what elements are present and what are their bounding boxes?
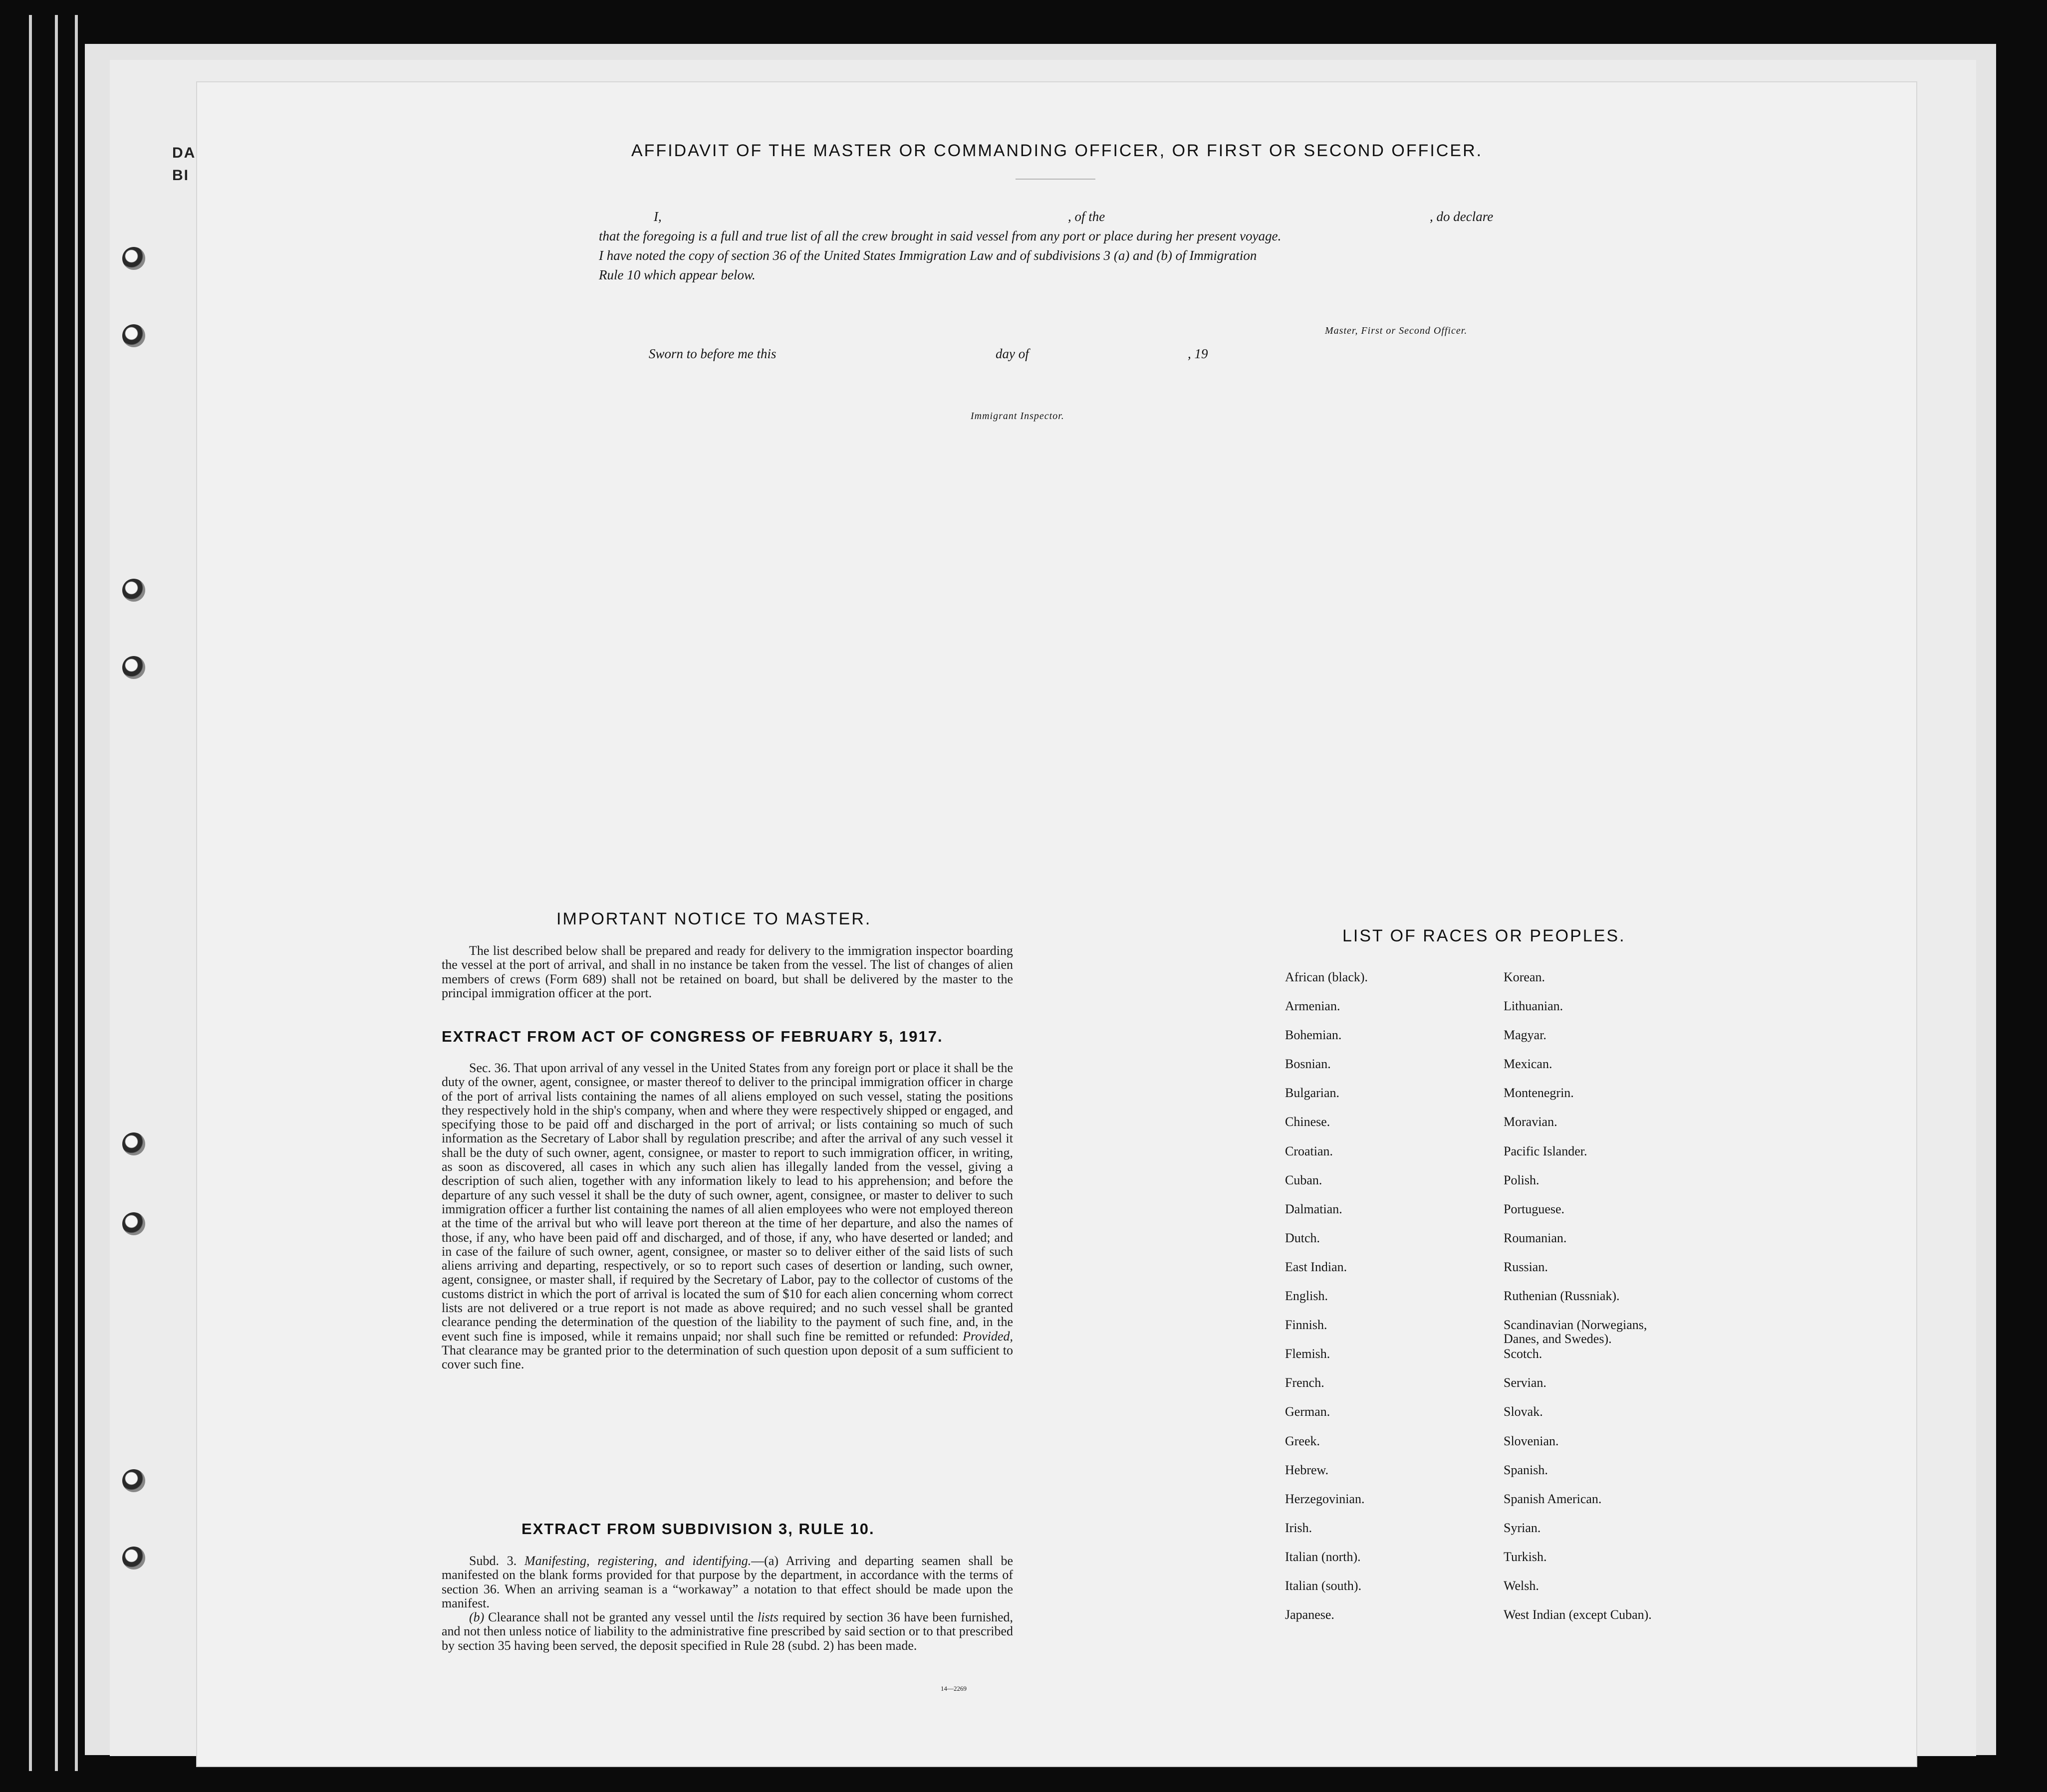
binder-edge: [55, 15, 58, 1771]
race-item: Ruthenian (Russniak).: [1504, 1289, 1620, 1304]
inspector-label: Immigrant Inspector.: [971, 411, 1064, 422]
race-item: Slovenian.: [1504, 1433, 1559, 1448]
affidavit-i-label: I,: [654, 209, 662, 224]
rule-extract-title: EXTRACT FROM SUBDIVISION 3, RULE 10.: [521, 1520, 875, 1538]
title-rule: [1016, 179, 1095, 180]
punch-hole: [122, 1469, 145, 1492]
year-label: , 19: [1188, 346, 1208, 361]
punch-hole: [122, 1132, 145, 1155]
race-item: Scotch.: [1504, 1346, 1542, 1361]
race-item: Bohemian.: [1285, 1028, 1342, 1043]
race-item: Japanese.: [1285, 1607, 1334, 1622]
race-item: Welsh.: [1504, 1578, 1539, 1593]
race-item: Spanish.: [1504, 1462, 1548, 1477]
left-margin-fragment: DA: [172, 145, 196, 161]
race-item: Moravian.: [1504, 1115, 1557, 1129]
sec-label: Sec. 36.: [469, 1061, 511, 1075]
notice-text: [442, 944, 1013, 1000]
race-item: Syrian.: [1504, 1520, 1541, 1535]
race-item: Italian (south).: [1285, 1578, 1362, 1593]
race-item: German.: [1285, 1404, 1330, 1419]
races-title: LIST OF RACES OR PEOPLES.: [1342, 926, 1626, 945]
race-item: Bosnian.: [1285, 1057, 1331, 1072]
form-number: 14—2269: [941, 1685, 967, 1692]
subd-title: Manifesting, registering, and identifying.: [524, 1554, 752, 1568]
race-item: Dutch.: [1285, 1230, 1320, 1245]
punch-hole: [122, 247, 145, 270]
race-item: Italian (north).: [1285, 1549, 1361, 1564]
provided-label: Provided,: [963, 1329, 1013, 1344]
punch-hole: [122, 656, 145, 679]
race-item: Korean.: [1504, 970, 1545, 984]
sworn-label: Sworn to before me this: [649, 346, 776, 361]
race-item: Slovak.: [1504, 1404, 1543, 1419]
notice-title: IMPORTANT NOTICE TO MASTER.: [556, 909, 872, 928]
race-item: Cuban.: [1285, 1172, 1322, 1187]
punch-hole: [122, 1212, 145, 1235]
race-item: Servian.: [1504, 1375, 1546, 1390]
race-item: Dalmatian.: [1285, 1201, 1342, 1216]
punch-hole: [122, 1547, 145, 1569]
race-item: Armenian.: [1285, 999, 1340, 1014]
punch-hole: [122, 579, 145, 602]
binder-edge: [29, 15, 32, 1771]
race-item: Scandinavian (Norwegians, Danes, and Swedes).: [1504, 1318, 1647, 1346]
affidavit-line: I have noted the copy of section 36 of the United States Immigration Law and of subdivisions 3 (a) and (b) of Immigration: [599, 248, 1257, 263]
race-item: Lithuanian.: [1504, 999, 1563, 1014]
race-item: Croatian.: [1285, 1143, 1333, 1158]
rule-extract-text: [442, 1554, 1013, 1653]
race-item: West Indian (except Cuban).: [1504, 1607, 1652, 1622]
affidavit-line: Rule 10 which appear below.: [599, 267, 756, 282]
para-a-label: —(a): [751, 1554, 779, 1568]
signature-label: Master, First or Second Officer.: [1325, 325, 1468, 336]
race-item: Hebrew.: [1285, 1462, 1329, 1477]
race-item: Magyar.: [1504, 1028, 1546, 1043]
race-item: Portuguese.: [1504, 1201, 1565, 1216]
day-of-label: day of: [996, 346, 1029, 361]
affidavit-declare-label: , do declare: [1430, 209, 1494, 224]
race-item: Polish.: [1504, 1172, 1539, 1187]
race-item: Chinese.: [1285, 1115, 1330, 1129]
race-item: Spanish American.: [1504, 1491, 1602, 1506]
race-item: Greek.: [1285, 1433, 1320, 1448]
race-item: Russian.: [1504, 1259, 1548, 1274]
act-paragraph: That upon arrival of any vessel in the United States from any foreign port or place it shall be the duty of the owner, agent, consignee, or master thereof to deliver to the principal immigration officer in charge of the port of arrival lists containing the names of all aliens employed on such vessel, stating the positions they respectively hold in the ship's company, when and where they were respectively shipped or engaged, and specifying those to be paid off and discharged in the port of arrival; or lists containing so much of such information as the Secretary of Labor shall by regulation prescribe; and after the arrival of any such vessel it shall be the duty of such owner, agent, consignee, or master to report to such immigration officer, in writing, as soon as discovered, all cases in which any such alien has illegally landed from the vessel, giving a description of such alien, together with any information likely to lead to his apprehension; and before the departure of any such vessel it shall be the duty of such owner, agent, consignee, or master to deliver to such immigration officer a further list containing the names of all alien employees who were not employed thereon at the time of the arrival but who will leave port thereon at the time of her departure, and also the names of those, if any, who have been paid off and discharged, and of those, if any, who have deserted or landed; and in case of the failure of such owner, agent, consignee, or master so to deliver either of the said lists of such aliens arriving and departing, respectively, or so to report such cases of desertion or landing, such owner, agent, consignee, or master shall, if required by the Secretary of Labor, pay to the collector of customs of the customs district in which the port of arrival is located the sum of $10 for each alien concerning whom correct lists are not delivered or a true report is not made as above required; and no such vessel shall be granted clearance pending the determination of the question of the liability to the payment of such fine, and, in the event such fine is imposed, while it remains unpaid; nor shall such fine be remitted or refunded:: [442, 1061, 1014, 1344]
punch-hole: [122, 324, 145, 347]
race-item: Finnish.: [1285, 1318, 1327, 1333]
subd-label: Subd. 3.: [469, 1554, 517, 1568]
affidavit-line: that the foregoing is a full and true list of all the crew brought in said vessel from any port or place during her present voyage.: [599, 228, 1281, 243]
para-b-post: required by section 36 have been furnished, and not then unless notice of liability to the administrative fine prescribed by said section or to that prescribed by section 35 having been served, the deposit specified in Rule 28 (subd. 2) has been made.: [442, 1610, 1013, 1653]
race-item: Roumanian.: [1504, 1230, 1567, 1245]
binder-edge: [75, 15, 78, 1771]
act-extract-title: EXTRACT FROM ACT OF CONGRESS OF FEBRUARY 5, 1917.: [442, 1028, 943, 1045]
notice-paragraph: The list described below shall be prepared and ready for delivery to the immigration inspector boarding the vessel at the port of arrival, and shall in no instance be taken from the vessel. The list of changes of alien members of crews (Form 689) shall not be retained on board, but shall be delivered by the master to the principal immigration officer at the port.: [442, 943, 1013, 1000]
race-item: Herzegovinian.: [1285, 1491, 1365, 1506]
race-item: French.: [1285, 1375, 1324, 1390]
race-item: Flemish.: [1285, 1346, 1330, 1361]
race-item: Pacific Islander.: [1504, 1143, 1587, 1158]
race-item: Bulgarian.: [1285, 1086, 1340, 1101]
race-item: African (black).: [1285, 970, 1368, 984]
race-item: Mexican.: [1504, 1057, 1552, 1072]
races-column-2: [1504, 970, 1652, 1637]
left-margin-fragment: BI: [172, 167, 189, 184]
race-item: East Indian.: [1285, 1259, 1347, 1274]
para-b-label: (b): [469, 1610, 485, 1625]
form-page: [197, 82, 1916, 1766]
race-item: Turkish.: [1504, 1549, 1547, 1564]
act-paragraph-end: That clearance may be granted prior to the determination of such question upon deposit of a sum sufficient to cover such fine.: [442, 1343, 1013, 1372]
race-item: English.: [1285, 1289, 1328, 1304]
race-item: Montenegrin.: [1504, 1086, 1574, 1101]
races-column-1: [1285, 970, 1368, 1637]
affidavit-of-the-label: , of the: [1068, 209, 1105, 224]
para-b-lists: lists: [758, 1610, 778, 1625]
para-b-pre: Clearance shall not be granted any vessel until the: [488, 1610, 754, 1625]
affidavit-title: AFFIDAVIT OF THE MASTER OR COMMANDING OFFICER, OR FIRST OR SECOND OFFICER.: [631, 141, 1483, 160]
para-a: Arriving and departing seamen shall be manifested on the blank forms provided for that purpose by the department, in accordance with the terms of section 36. When an arriving seaman is a “workaway” a notation to that effect should be made upon the manifest.: [442, 1554, 1013, 1610]
act-extract-text: [442, 1061, 1013, 1372]
race-item: Irish.: [1285, 1520, 1312, 1535]
